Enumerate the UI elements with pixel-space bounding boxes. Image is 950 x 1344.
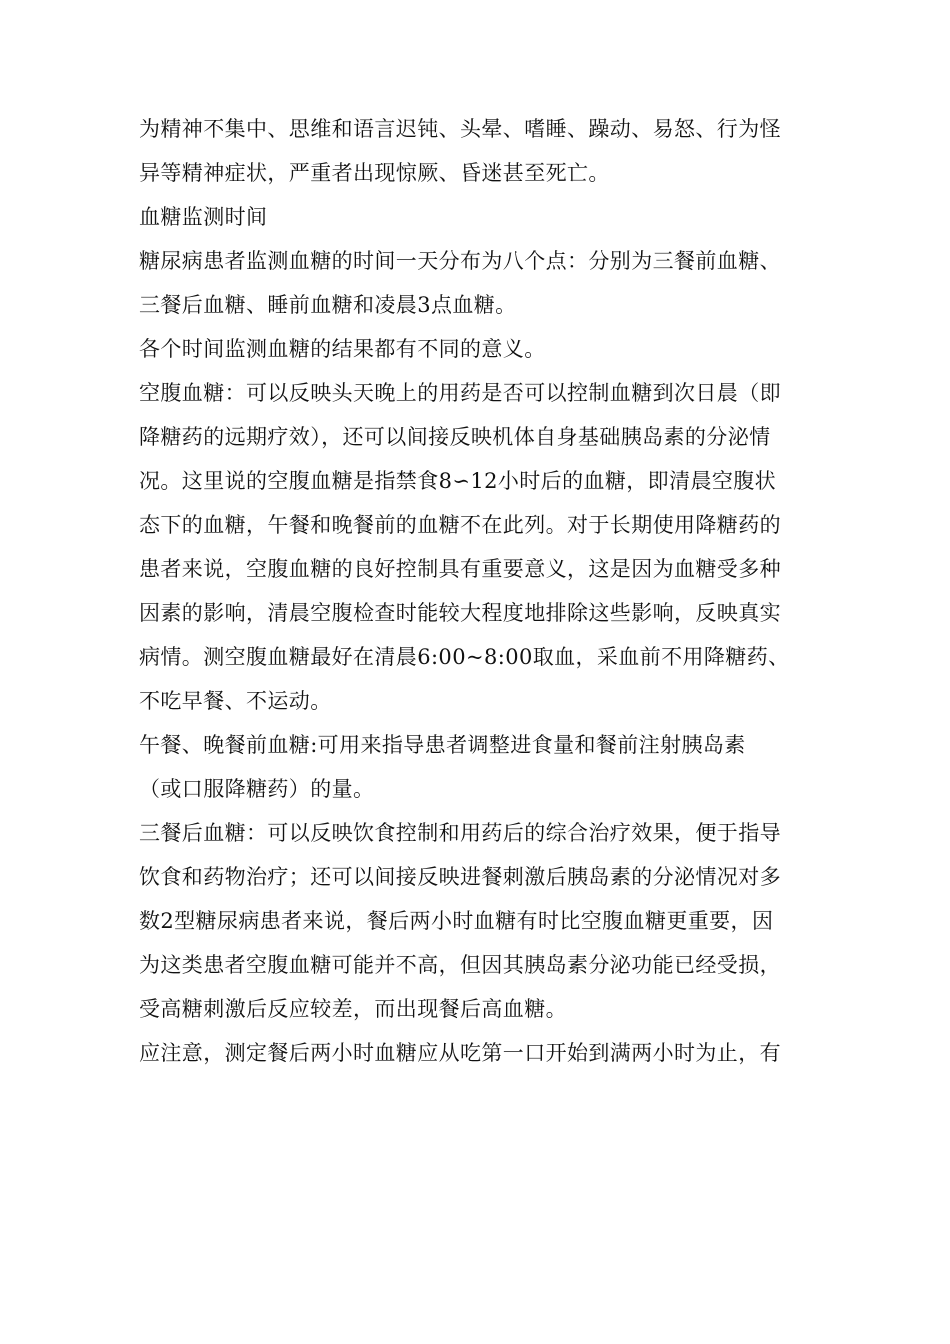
- text-line: 况。这里说的空腹血糖是指禁食8∽12小时后的血糖，即清晨空腹状: [139, 469, 777, 493]
- text-line: 三餐后血糖、睡前血糖和凌晨3点血糖。: [139, 293, 517, 317]
- text-line: 病情。测空腹血糖最好在清晨6:00~8:00取血，采血前不用降糖药、: [139, 645, 790, 669]
- text-line: 糖尿病患者监测血糖的时间一天分布为八个点：分别为三餐前血糖、: [139, 249, 781, 273]
- text-line: 患者来说，空腹血糖的良好控制具有重要意义，这是因为血糖受多种: [139, 557, 781, 581]
- text-line: 受高糖刺激后反应较差，而出现餐后高血糖。: [139, 997, 567, 1021]
- text-line: 空腹血糖：可以反映头天晚上的用药是否可以控制血糖到次日晨（即: [139, 381, 781, 405]
- text-line: 应注意，测定餐后两小时血糖应从吃第一口开始到满两小时为止，有: [139, 1041, 781, 1065]
- text-line: 饮食和药物治疗；还可以间接反映进餐刺激后胰岛素的分泌情况对多: [139, 865, 781, 889]
- text-line: 为这类患者空腹血糖可能并不高，但因其胰岛素分泌功能已经受损，: [139, 953, 781, 977]
- text-line: 降糖药的远期疗效），还可以间接反映机体自身基础胰岛素的分泌情: [139, 425, 771, 449]
- text-line: 各个时间监测血糖的结果都有不同的意义。: [139, 337, 546, 361]
- text-line: 不吃早餐、不运动。: [139, 689, 332, 713]
- text-line: （或口服降糖药）的量。: [139, 777, 375, 801]
- document-body: [139, 107, 819, 1075]
- text-line: 态下的血糖，午餐和晚餐前的血糖不在此列。对于长期使用降糖药的: [139, 513, 781, 537]
- text-line: 为精神不集中、思维和语言迟钝、头晕、嗜睡、躁动、易怒、行为怪: [139, 117, 781, 141]
- text-line: 异等精神症状，严重者出现惊厥、昏迷甚至死亡。: [139, 161, 610, 185]
- text-line: 数2型糖尿病患者来说，餐后两小时血糖有时比空腹血糖更重要，因: [139, 909, 774, 933]
- section-heading: 血糖监测时间: [139, 205, 268, 229]
- text-line: 午餐、晚餐前血糖:可用来指导患者调整进食量和餐前注射胰岛素: [139, 733, 746, 757]
- text-line: 三餐后血糖：可以反映饮食控制和用药后的综合治疗效果，便于指导: [139, 821, 781, 845]
- text-line: 因素的影响，清晨空腹检查时能较大程度地排除这些影响，反映真实: [139, 601, 781, 625]
